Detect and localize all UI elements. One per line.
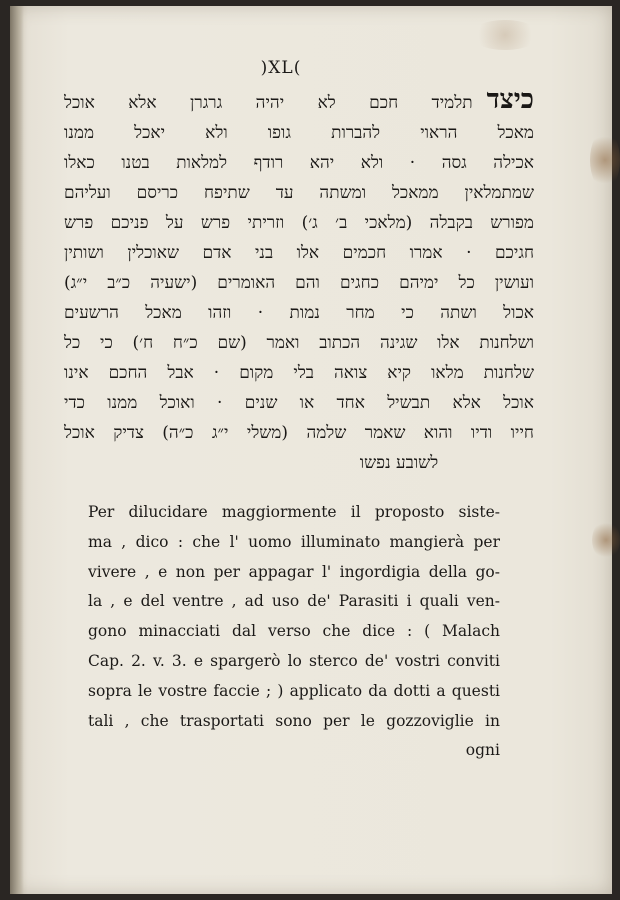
italian-line: tali , che trasportati sono per le gozzoviglie in xyxy=(88,711,500,730)
hebrew-line: חגיכם · אמרו חכמים אלו בני אדם שאוכלין ושותין xyxy=(64,243,534,263)
hebrew-opening-word: כיצד xyxy=(486,84,534,115)
binding-gutter xyxy=(10,6,24,894)
italian-line: gono minacciati dal verso che dice : ( Malach xyxy=(88,622,500,641)
hebrew-line xyxy=(64,82,534,118)
hebrew-line: אכול ושתה כי מחר נמות · וזהו מאכל הרשעים xyxy=(64,303,534,323)
italian-line: sopra le vostre faccie ; ) applicato da dotti a questi xyxy=(88,681,500,700)
italian-text-block xyxy=(88,498,500,766)
paper-stain xyxy=(590,130,620,190)
hebrew-line: שלחנות מלאו קיא צואה בלי מקום · אבל החכם אינו xyxy=(64,363,534,383)
italian-catchword: ogni xyxy=(465,741,500,760)
italian-line: ma , dico : che l' uomo illuminato mangierà per xyxy=(88,532,500,551)
hebrew-line: אוכל אלא תבשיל אחד או שנים · ואוכל ממנו כדי xyxy=(64,393,534,413)
page-number: )XL( xyxy=(260,58,302,78)
hebrew-line: אכילה גסה · ולא יהא רודף למלאות בטנו כאלו xyxy=(64,153,534,173)
italian-line: vivere , e non per appagar l' ingordigia della go- xyxy=(88,562,500,581)
hebrew-line: מפורש בקבלה (מלאכי ב׳ ג׳) וזריתי פרש על פניכם פרש xyxy=(64,213,534,233)
italian-line: la , e del ventre , ad uso de' Parasiti i quali ven- xyxy=(88,592,500,611)
hebrew-line: ועושין כל ימיהם כחגים והם האומרים (ישעיה כ״ב י״ג) xyxy=(64,273,534,293)
paper-stain xyxy=(592,520,620,560)
paper-stain xyxy=(470,20,540,50)
italian-line: Per dilucidare maggiormente il proposto siste- xyxy=(88,503,500,521)
hebrew-line: ושלחנות אלו שגינה הכתוב ואמר (שם כ״ח ח׳) כי כל xyxy=(64,333,534,353)
hebrew-line-text: תלמיד חכם לא יהיה גרגרן אלא אוכל xyxy=(64,93,473,113)
hebrew-line: לשובע נפשו xyxy=(359,453,439,473)
hebrew-line: מאכל הראוי להברות גופו ולא יאכל ממנו xyxy=(64,123,534,143)
hebrew-line: שמתמלאין ממאכל ומשתה עד שתיפח כריסם ועליהם xyxy=(64,183,534,203)
italian-line: Cap. 2. v. 3. e spargerò lo sterco de' vostri conviti xyxy=(88,651,500,670)
hebrew-line: חייו ודיו והוא שאמר שלמה (משלי י״ג כ״ה) צדיק אוכל xyxy=(64,423,534,443)
hebrew-text-block xyxy=(64,82,534,478)
